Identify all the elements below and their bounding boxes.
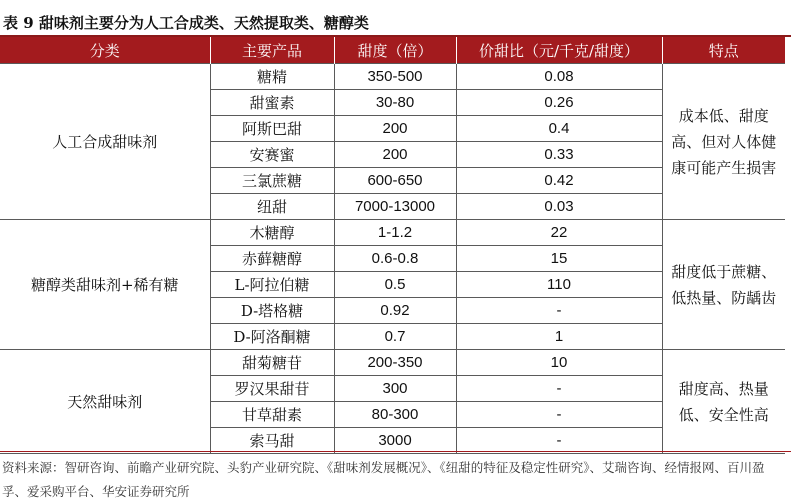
price-ratio-cell: 1 — [456, 324, 662, 350]
product-cell: 木糖醇 — [210, 220, 334, 246]
price-ratio-cell: 0.42 — [456, 168, 662, 194]
table-title-bar — [0, 0, 791, 38]
feature-cell: 甜度高、热量低、安全性高 — [662, 350, 785, 454]
sweetness-cell: 30-80 — [334, 90, 456, 116]
sweetness-cell: 200 — [334, 116, 456, 142]
price-ratio-cell: - — [456, 376, 662, 402]
product-cell: 纽甜 — [210, 194, 334, 220]
price-ratio-cell: 0.03 — [456, 194, 662, 220]
price-ratio-cell: 110 — [456, 272, 662, 298]
source-note: 资料来源：智研咨询、前瞻产业研究院、头豹产业研究院、《甜味剂发展概况》、《纽甜的特征及稳定性研究》、艾瑞咨询、经情报网、百川盈孚、爱采购平台、华安证券研究所 — [2, 460, 765, 499]
price-ratio-cell: 0.08 — [456, 64, 662, 90]
sweetness-cell: 0.92 — [334, 298, 456, 324]
header-category: 分类 — [0, 37, 210, 64]
price-ratio-cell: 0.26 — [456, 90, 662, 116]
sweetness-cell: 200-350 — [334, 350, 456, 376]
sweetness-cell: 1-1.2 — [334, 220, 456, 246]
product-cell: 赤藓糖醇 — [210, 246, 334, 272]
product-cell: 糖精 — [210, 64, 334, 90]
product-cell: 甜菊糖苷 — [210, 350, 334, 376]
feature-cell: 成本低、甜度高、但对人体健康可能产生损害 — [662, 64, 785, 220]
category-cell: 天然甜味剂 — [0, 350, 210, 454]
table-row — [0, 350, 785, 376]
price-ratio-cell: 0.4 — [456, 116, 662, 142]
product-cell: D-阿洛酮糖 — [210, 324, 334, 350]
table-body — [0, 64, 785, 454]
price-ratio-cell: 0.33 — [456, 142, 662, 168]
header-price-ratio: 价甜比（元/千克/甜度） — [456, 37, 662, 64]
sweetness-cell: 600-650 — [334, 168, 456, 194]
sweetener-table — [0, 37, 785, 454]
product-cell: 罗汉果甜苷 — [210, 376, 334, 402]
sweetness-cell: 80-300 — [334, 402, 456, 428]
sweetness-cell: 3000 — [334, 428, 456, 454]
price-ratio-cell: 10 — [456, 350, 662, 376]
price-ratio-cell: 22 — [456, 220, 662, 246]
category-cell: 人工合成甜味剂 — [0, 64, 210, 220]
sweetness-cell: 0.7 — [334, 324, 456, 350]
sweetness-cell: 0.5 — [334, 272, 456, 298]
header-sweetness: 甜度（倍） — [334, 37, 456, 64]
footer-divider — [0, 451, 791, 452]
header-product: 主要产品 — [210, 37, 334, 64]
product-cell: D-塔格糖 — [210, 298, 334, 324]
product-cell: 甘草甜素 — [210, 402, 334, 428]
product-cell: 甜蜜素 — [210, 90, 334, 116]
table-row — [0, 64, 785, 90]
product-cell: 三氯蔗糖 — [210, 168, 334, 194]
product-cell: L-阿拉伯糖 — [210, 272, 334, 298]
price-ratio-cell: 15 — [456, 246, 662, 272]
price-ratio-cell: - — [456, 428, 662, 454]
sweetness-cell: 200 — [334, 142, 456, 168]
header-feature: 特点 — [662, 37, 785, 64]
price-ratio-cell: - — [456, 298, 662, 324]
price-ratio-cell: - — [456, 402, 662, 428]
table-row — [0, 220, 785, 246]
sweetness-cell: 350-500 — [334, 64, 456, 90]
product-cell: 安赛蜜 — [210, 142, 334, 168]
product-cell: 索马甜 — [210, 428, 334, 454]
sweetness-cell: 300 — [334, 376, 456, 402]
header-row — [0, 37, 785, 64]
sweetness-cell: 0.6-0.8 — [334, 246, 456, 272]
product-cell: 阿斯巴甜 — [210, 116, 334, 142]
category-cell: 糖醇类甜味剂+稀有糖 — [0, 220, 210, 350]
table-title: 表 9 甜味剂主要分为人工合成类、天然提取类、糖醇类 — [3, 14, 369, 32]
sweetness-cell: 7000-13000 — [334, 194, 456, 220]
feature-cell: 甜度低于蔗糖、低热量、防龋齿 — [662, 220, 785, 350]
